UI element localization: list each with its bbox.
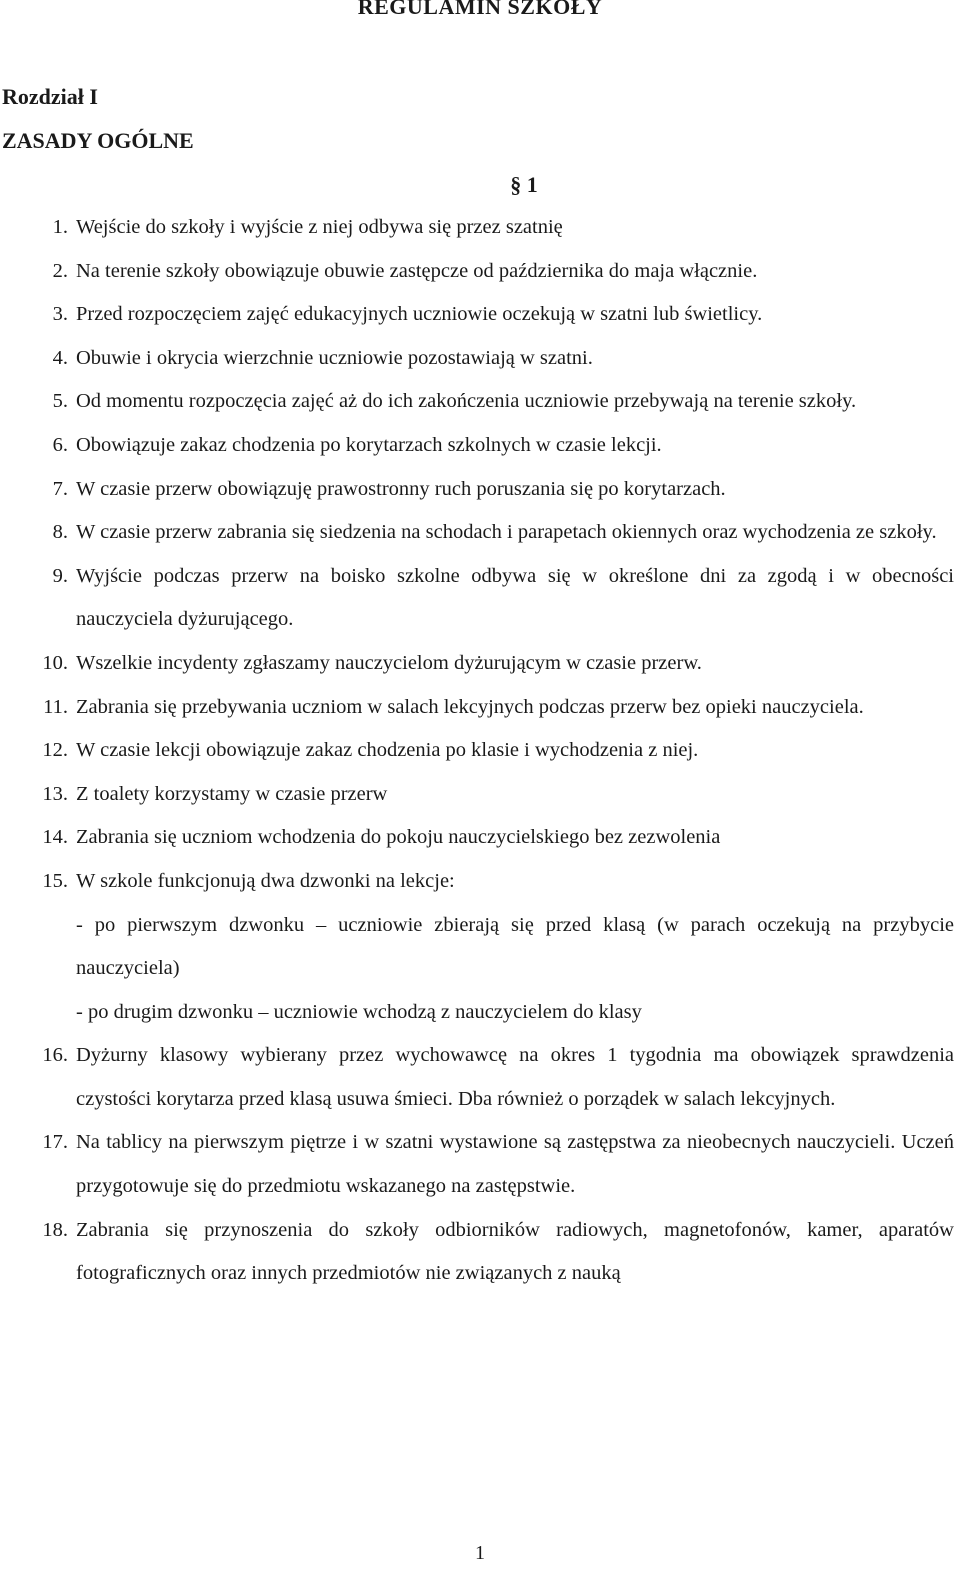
item-text: Zabrania się uczniom wchodzenia do pokoju nauczycielskiego bez zezwolenia [76, 826, 721, 849]
list-item [0, 773, 960, 817]
item-text: Obuwie i okrycia wierzchnie uczniowie pozostawiają w szatni. [76, 346, 593, 369]
item-number: 8. [52, 521, 68, 544]
item-number: 6. [52, 433, 68, 456]
item-number: 4. [52, 346, 68, 369]
item-number: 17. [42, 1131, 68, 1154]
list-item [0, 424, 960, 468]
item-text: W czasie lekcji obowiązuje zakaz chodzenia po klasie i wychodzenia z niej. [76, 739, 699, 762]
item-number: 7. [52, 477, 68, 500]
item-text: Z toalety korzystamy w czasie przerw [76, 782, 388, 805]
item-number: 12. [42, 739, 68, 762]
list-item [0, 293, 960, 337]
item-number: 3. [52, 303, 68, 326]
page-number: 1 [475, 1542, 485, 1564]
item-text: W szkole funkcjonują dwa dzwonki na lekcje: [76, 869, 455, 892]
item-text: W czasie przerw obowiązuję prawostronny ruch poruszania się po korytarzach. [76, 477, 726, 500]
list-item [0, 1209, 960, 1296]
item-number: 16. [42, 1044, 68, 1067]
sub-item-first-bell: - po pierwszym dzwonku – uczniowie zbierają się przed klasą (w parach oczekują na przybycie nauczyciela) [76, 913, 954, 980]
item-text: Wyjście podczas przerw na boisko szkolne odbywa się w określone dni za zgodą i w obecności nauczyciela dyżurującego. [76, 564, 954, 631]
chapter-number: Rozdział I [2, 84, 98, 109]
list-item [0, 642, 960, 686]
list-item [0, 206, 960, 250]
item-text: Zabrania się przynoszenia do szkoły odbiorników radiowych, magnetofonów, kamer, aparatów fotograficznych oraz innych przedmiotów nie związanych z nauką [76, 1218, 954, 1285]
item-text: Na terenie szkoły obowiązuje obuwie zastępcze od października do maja włącznie. [76, 259, 758, 282]
list-item [0, 380, 960, 424]
list-item [0, 1121, 960, 1208]
item-number: 15. [42, 869, 68, 892]
item-text: Od momentu rozpoczęcia zajęć aż do ich zakończenia uczniowie przebywają na terenie szkoły. [76, 390, 857, 413]
list-item [0, 250, 960, 294]
item-text: W czasie przerw zabrania się siedzenia na schodach i parapetach okiennych oraz wychodzenia ze szkoły. [76, 521, 937, 544]
sub-item-second-bell: - po drugim dzwonku – uczniowie wchodzą z nauczycielem do klasy [76, 1000, 642, 1023]
section-heading: § 1 [510, 172, 538, 197]
list-item [0, 860, 960, 1034]
item-number: 1. [52, 216, 68, 238]
item-number: 18. [42, 1218, 68, 1241]
item-number: 10. [42, 651, 68, 674]
item-text: Zabrania się przebywania uczniom w salach lekcyjnych podczas przerw bez opieki nauczyciela. [76, 695, 864, 718]
list-item [0, 511, 960, 555]
list-item [0, 468, 960, 512]
item-text: Wejście do szkoły i wyjście z niej odbywa się przez szatnię [76, 216, 563, 238]
item-number: 9. [52, 564, 68, 587]
list-item [0, 686, 960, 730]
list-item [0, 816, 960, 860]
list-item [0, 555, 960, 642]
item-text: Obowiązuje zakaz chodzenia po korytarzach szkolnych w czasie lekcji. [76, 433, 662, 456]
list-item [0, 1034, 960, 1121]
rules-list [0, 206, 960, 1296]
item-text: Przed rozpoczęciem zajęć edukacyjnych uczniowie oczekują w szatni lub świetlicy. [76, 303, 763, 326]
chapter-name: ZASADY OGÓLNE [2, 128, 194, 153]
list-item [0, 337, 960, 381]
item-text: Dyżurny klasowy wybierany przez wychowawcę na okres 1 tygodnia ma obowiązek sprawdzenia czystości korytarza przed klasą usuwa śmieci. Dba również o porządek w salach lekcyjnych. [76, 1044, 954, 1110]
item-number: 5. [52, 390, 68, 413]
item-number: 14. [42, 826, 68, 849]
document-title: REGULAMIN SZKOŁY [357, 0, 603, 19]
list-item [0, 729, 960, 773]
item-number: 11. [43, 695, 68, 718]
item-text: Wszelkie incydenty zgłaszamy nauczycielom dyżurującym w czasie przerw. [76, 651, 702, 674]
item-text: Na tablicy na pierwszym piętrze i w szatni wystawione są zastępstwa za nieobecnych nauczycieli. Uczeń przygotowuje się do przedmiotu wskazanego na zastępstwie. [76, 1131, 954, 1198]
item-number: 2. [52, 259, 68, 282]
item-number: 13. [42, 782, 68, 805]
